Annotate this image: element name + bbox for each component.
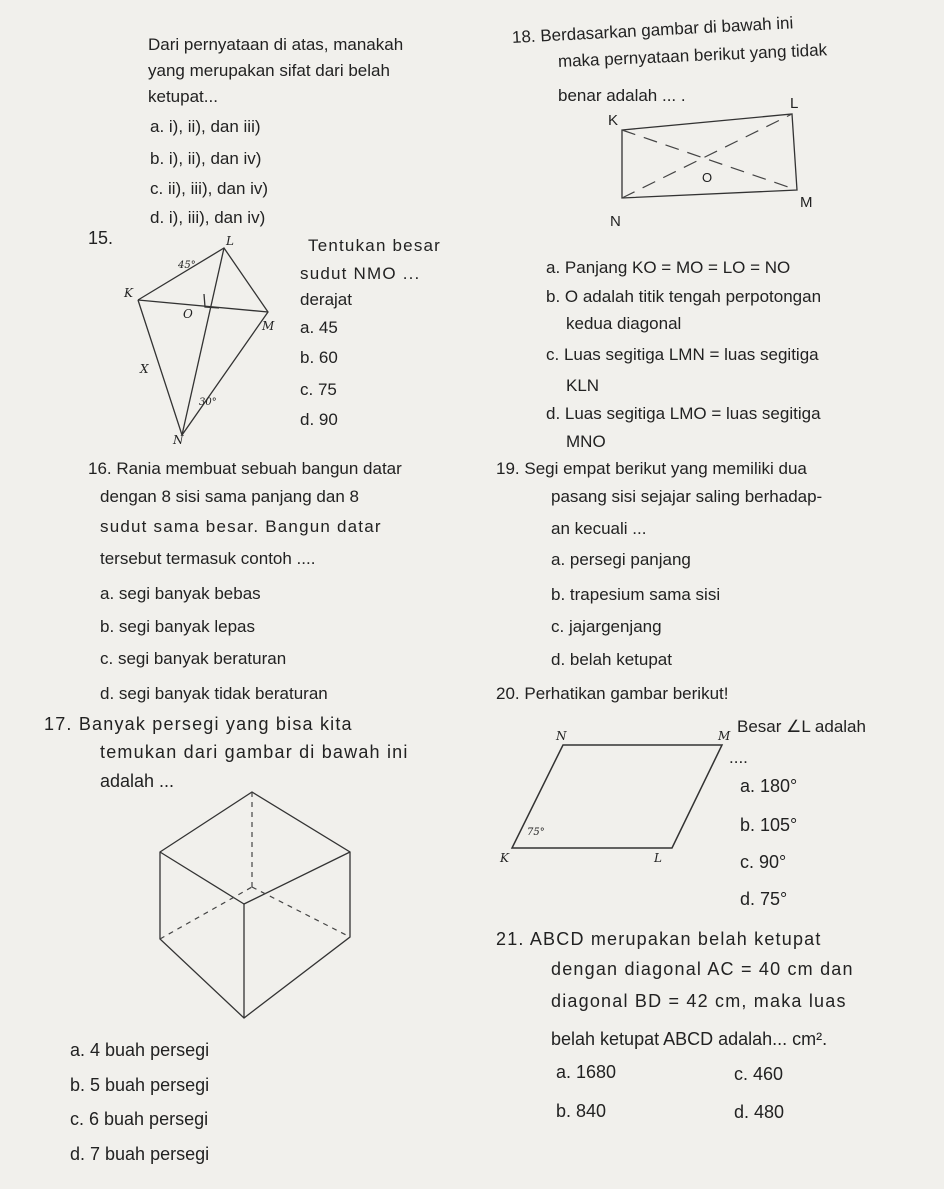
q20-option-d[interactable]: d. 75°: [740, 889, 788, 909]
q15-number: 15.: [88, 228, 114, 248]
q15-option-a[interactable]: a. 45: [300, 318, 338, 337]
q18-label-l: L: [790, 95, 799, 112]
q14-option-a[interactable]: a. i), ii), dan iii): [150, 117, 261, 136]
q19-option-c[interactable]: c. jajargenjang: [551, 617, 662, 636]
q18-stem-line2: maka pernyataan berikut yang tidak: [557, 40, 828, 71]
q21-option-c[interactable]: c. 460: [734, 1064, 784, 1084]
q18-option-b[interactable]: b. O adalah titik tengah perpotongan: [546, 287, 822, 306]
q20-option-b[interactable]: b. 105°: [740, 815, 798, 835]
q18-label-m: M: [800, 194, 813, 211]
q21-stem-line1: 21. ABCD merupakan belah ketupat: [496, 929, 822, 949]
q17-option-d[interactable]: d. 7 buah persegi: [70, 1144, 210, 1164]
q15-stem-line3: derajat: [300, 290, 352, 309]
q17-stem-line3: adalah ...: [100, 771, 175, 791]
q17-stem-line2: temukan dari gambar di bawah ini: [100, 742, 409, 762]
q18-option-b-cont: kedua diagonal: [566, 314, 682, 333]
q14-stem-line2: yang merupakan sifat dari belah: [148, 61, 390, 80]
q16-stem-line1: 16. Rania membuat sebuah bangun datar: [88, 459, 402, 478]
q15-label-o: O: [183, 307, 193, 321]
q16-option-b[interactable]: b. segi banyak lepas: [100, 617, 255, 636]
q15-label-m: M: [262, 319, 275, 333]
q14-stem-line1: Dari pernyataan di atas, manakah: [148, 35, 404, 54]
q18-option-a[interactable]: a. Panjang KO = MO = LO = NO: [546, 258, 791, 277]
q18-option-d[interactable]: d. Luas segitiga LMO = luas segitiga: [546, 404, 821, 423]
q15-label-k: K: [124, 286, 133, 300]
q19-stem-line3: an kecuali ...: [551, 519, 647, 538]
q15-stem-line1: Tentukan besar: [308, 236, 442, 255]
q18-option-c-cont: KLN: [566, 376, 600, 395]
q15-option-d[interactable]: d. 90: [300, 410, 338, 429]
q20-angle-75: 75°: [527, 827, 545, 838]
q17-option-a[interactable]: a. 4 buah persegi: [70, 1040, 210, 1060]
q15-stem-line2: sudut NMO ...: [300, 264, 421, 283]
q19-stem-line1: 19. Segi empat berikut yang memiliki dua: [496, 459, 807, 478]
q15-label-n: N: [173, 433, 184, 447]
q20-stem-line1: 20. Perhatikan gambar berikut!: [496, 684, 729, 703]
q16-stem-line3: sudut sama besar. Bangun datar: [100, 517, 382, 536]
q18-label-n: N: [610, 213, 621, 230]
q16-stem-line2: dengan 8 sisi sama panjang dan 8: [100, 487, 359, 506]
q19-option-a[interactable]: a. persegi panjang: [551, 550, 691, 569]
q19-option-b[interactable]: b. trapesium sama sisi: [551, 585, 721, 604]
q18-label-o: O: [702, 170, 713, 185]
q14-option-c[interactable]: c. ii), iii), dan iv): [150, 179, 269, 198]
q20-label-m: M: [718, 729, 731, 743]
q20-label-n: N: [556, 729, 567, 743]
q15-angle-45: 45°: [178, 260, 196, 271]
q18-stem-line3: benar adalah ... .: [558, 86, 686, 105]
q20-label-k: K: [500, 851, 509, 865]
q21-stem-line4: belah ketupat ABCD adalah... cm².: [551, 1029, 828, 1049]
q20-option-a[interactable]: a. 180°: [740, 776, 798, 796]
q15-option-b[interactable]: b. 60: [300, 348, 338, 367]
q21-option-a[interactable]: a. 1680: [556, 1062, 617, 1082]
q19-stem-line2: pasang sisi sejajar saling berhadap-: [551, 487, 823, 506]
q18-option-c[interactable]: c. Luas segitiga LMN = luas segitiga: [546, 345, 819, 364]
q17-option-c[interactable]: c. 6 buah persegi: [70, 1109, 209, 1129]
q18-label-k: K: [608, 112, 619, 129]
q19-option-d[interactable]: d. belah ketupat: [551, 650, 672, 669]
q16-option-d[interactable]: d. segi banyak tidak beraturan: [100, 684, 328, 703]
q15-label-x: X: [140, 362, 149, 376]
q15-label-l: L: [226, 234, 234, 248]
q14-stem-line3: ketupat...: [148, 87, 218, 106]
q18-option-d-cont: MNO: [566, 432, 606, 451]
q16-stem-line4: tersebut termasuk contoh ....: [100, 549, 316, 568]
q14-option-b[interactable]: b. i), ii), dan iv): [150, 149, 262, 168]
q20-label-l: L: [654, 851, 662, 865]
q14-option-d[interactable]: d. i), iii), dan iv): [150, 208, 266, 227]
q15-option-c[interactable]: c. 75: [300, 380, 337, 399]
q20-stem-line3: ....: [729, 748, 748, 767]
q20-stem-line2: Besar ∠L adalah: [737, 717, 866, 736]
q16-option-a[interactable]: a. segi banyak bebas: [100, 584, 261, 603]
q21-option-b[interactable]: b. 840: [556, 1101, 607, 1121]
q20-option-c[interactable]: c. 90°: [740, 852, 787, 872]
q17-stem-line1: 17. Banyak persegi yang bisa kita: [44, 714, 353, 734]
q17-option-b[interactable]: b. 5 buah persegi: [70, 1075, 210, 1095]
q18-stem-line1: 18. Berdasarkan gambar di bawah ini: [511, 13, 794, 47]
q21-stem-line2: dengan diagonal AC = 40 cm dan: [551, 959, 854, 979]
q21-option-d[interactable]: d. 480: [734, 1102, 785, 1122]
q16-option-c[interactable]: c. segi banyak beraturan: [100, 649, 287, 668]
q21-stem-line3: diagonal BD = 42 cm, maka luas: [551, 991, 847, 1011]
q15-angle-30: 30°: [199, 397, 217, 408]
